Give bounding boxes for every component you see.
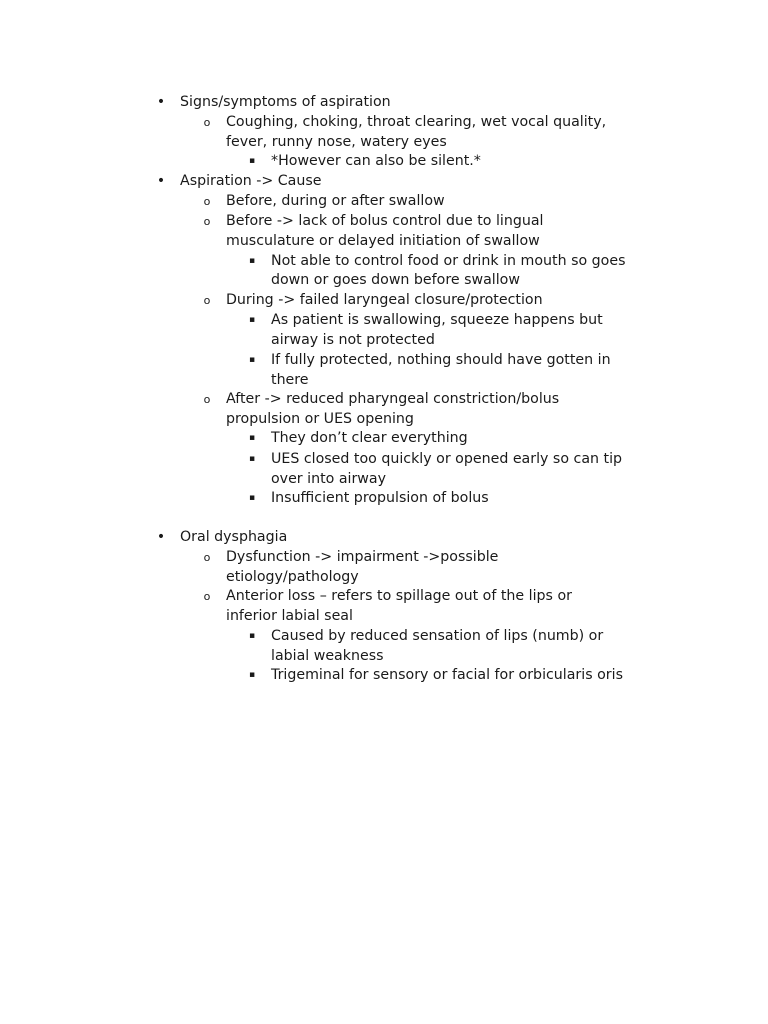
aspiration-timing: Before, during or after swallow	[226, 193, 445, 209]
signs-coughing-line2: fever, runny nose, watery eyes	[226, 134, 447, 150]
oral-anterior-line2: inferior labial seal	[226, 608, 353, 624]
bullet-level1: •	[156, 173, 166, 189]
anterior-sub2: Trigeminal for sensory or facial for orbicularis oris	[271, 667, 623, 683]
aspiration-during: During -> failed laryngeal closure/protection	[226, 292, 543, 308]
bullet-level3: ▪	[248, 493, 256, 503]
bullet-level3: ▪	[248, 631, 256, 641]
anterior-sub1-line2: labial weakness	[271, 648, 384, 664]
bullet-level3: ▪	[248, 433, 256, 443]
bullet-level2: o	[203, 551, 211, 564]
bullet-level3: ▪	[248, 256, 256, 266]
oral-dysfunction-line2: etiology/pathology	[226, 569, 359, 585]
after-sub1: They don’t clear everything	[271, 430, 468, 446]
bullet-level3: ▪	[248, 454, 256, 464]
aspiration-after-line1: After -> reduced pharyngeal constriction/bolus	[226, 391, 560, 407]
bullet-level2: o	[203, 393, 211, 406]
bullet-level3: ▪	[248, 355, 256, 365]
before-sub1-line1: Not able to control food or drink in mouth so goes	[271, 253, 626, 269]
after-sub2-line1: UES closed too quickly or opened early so can tip	[271, 451, 623, 467]
signs-silent: *However can also be silent.*	[271, 153, 481, 169]
bullet-level1: •	[156, 529, 166, 545]
bullet-level3: ▪	[248, 315, 256, 325]
bullet-level1: •	[156, 94, 166, 110]
during-sub1-line2: airway is not protected	[271, 332, 435, 348]
anterior-sub1-line1: Caused by reduced sensation of lips (numb) or	[271, 628, 604, 644]
during-sub1-line1: As patient is swallowing, squeeze happens but	[271, 312, 603, 328]
during-sub2-line1: If fully protected, nothing should have gotten in	[271, 352, 611, 368]
before-sub1-line2: down or goes down before swallow	[271, 272, 520, 288]
heading-aspiration: Aspiration -> Cause	[180, 173, 322, 189]
aspiration-before-line1: Before -> lack of bolus control due to lingual	[226, 213, 544, 229]
oral-anterior-line1: Anterior loss – refers to spillage out of the lips or	[226, 588, 572, 604]
heading-oral-dysphagia: Oral dysphagia	[180, 529, 288, 545]
after-sub2-line2: over into airway	[271, 471, 386, 487]
aspiration-after-line2: propulsion or UES opening	[226, 411, 414, 427]
during-sub2-line2: there	[271, 372, 309, 388]
bullet-level2: o	[203, 215, 211, 228]
aspiration-before-line2: musculature or delayed initiation of swallow	[226, 233, 540, 249]
bullet-level2: o	[203, 116, 211, 129]
heading-signs: Signs/symptoms of aspiration	[180, 94, 391, 110]
bullet-level3: ▪	[248, 156, 256, 166]
bullet-level3: ▪	[248, 670, 256, 680]
signs-coughing-line1: Coughing, choking, throat clearing, wet vocal quality,	[226, 114, 607, 130]
oral-dysfunction-line1: Dysfunction -> impairment ->possible	[226, 549, 499, 565]
after-sub3: Insufficient propulsion of bolus	[271, 490, 489, 506]
bullet-level2: o	[203, 590, 211, 603]
bullet-level2: o	[203, 195, 211, 208]
bullet-level2: o	[203, 294, 211, 307]
